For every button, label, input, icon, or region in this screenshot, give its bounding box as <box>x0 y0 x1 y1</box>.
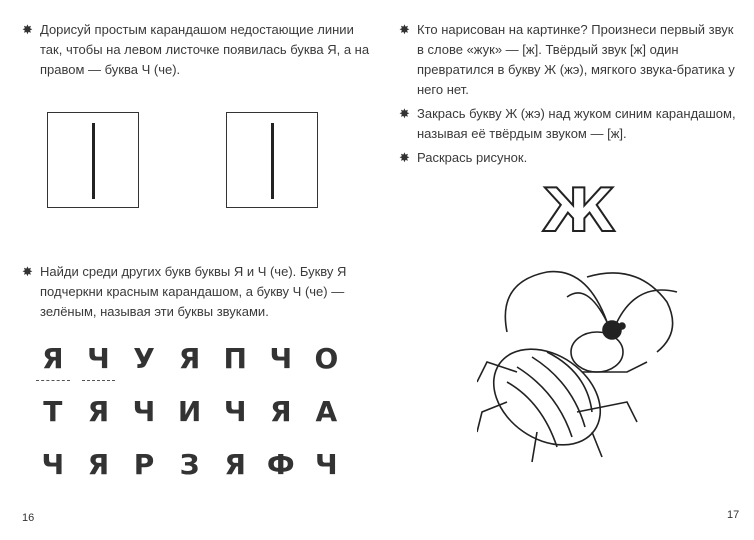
right-page <box>377 0 754 540</box>
letter-cell: О <box>314 342 339 375</box>
letter-cell: Я <box>178 342 201 375</box>
letter-row <box>30 342 349 395</box>
letter-cell: А <box>315 395 338 428</box>
letter-cell: Я <box>87 448 110 481</box>
letter-cell: Я <box>30 342 76 395</box>
letter-cell: И <box>177 395 202 428</box>
letter-cell: З <box>179 448 200 481</box>
star-bullet-icon: ✸ <box>22 264 33 279</box>
task-find-letters <box>20 262 375 322</box>
letter-row <box>30 448 349 501</box>
star-bullet-icon: ✸ <box>22 22 33 37</box>
letter-cell: Ф <box>266 448 295 481</box>
page-number: 17 <box>727 509 740 521</box>
task-text: Найди среди других букв буквы Я и Ч (че). Букву Я подчеркни красным карандашом, а букву Ч (че) — зелёным, называя эти буквы звуками. <box>40 264 347 319</box>
task-draw-lines <box>20 20 375 80</box>
task-text: Дорисуй простым карандашом недостающие линии так, чтобы на левом листочке появилась буква Я, а на правом — буква Ч (че). <box>40 22 370 77</box>
letter-cell: Ч <box>132 395 156 428</box>
drawn-line <box>92 123 95 199</box>
task-color-letter <box>397 104 737 144</box>
star-bullet-icon: ✸ <box>399 22 410 37</box>
letter-cell: Ч <box>269 342 293 375</box>
letter-cell: Я <box>87 395 110 428</box>
task-text: Кто нарисован на картинке? Произнеси первый звук в слове «жук» — [ж]. Твёрдый звук [ж] один превратился в букву Ж (жэ), мягкого звука-братика у него нет. <box>417 22 735 97</box>
task-who-is-drawn <box>397 20 737 100</box>
letter-cell: Ч <box>41 448 65 481</box>
task-list <box>397 20 737 172</box>
task-text: Раскрась рисунок. <box>417 150 528 165</box>
letter-cell: У <box>133 342 155 375</box>
task-text: Закрась букву Ж (жэ) над жуком синим карандашом, называя её твёрдым звуком — [ж]. <box>417 106 736 141</box>
letter-row <box>30 395 349 448</box>
letter-cell: Ч <box>315 448 338 481</box>
letter-cell: Р <box>133 448 155 481</box>
star-bullet-icon: ✸ <box>399 106 410 121</box>
letter-cell: Я <box>269 395 292 428</box>
page-number: 16 <box>22 512 35 524</box>
letter-cell: Я <box>224 448 246 481</box>
letter-grid <box>30 342 349 501</box>
letter-cell: Ч <box>76 342 122 395</box>
drawing-sheet-right <box>226 112 318 208</box>
drawn-line <box>271 123 274 199</box>
outlined-letter-zh: Ж <box>542 176 616 246</box>
letter-cell: Т <box>43 395 63 428</box>
task-color-picture <box>397 148 737 168</box>
letter-cell: П <box>223 342 247 375</box>
star-bullet-icon: ✸ <box>399 150 410 165</box>
drawing-sheet-left <box>47 112 139 208</box>
letter-cell: Ч <box>223 395 247 428</box>
beetle-illustration <box>477 262 707 472</box>
